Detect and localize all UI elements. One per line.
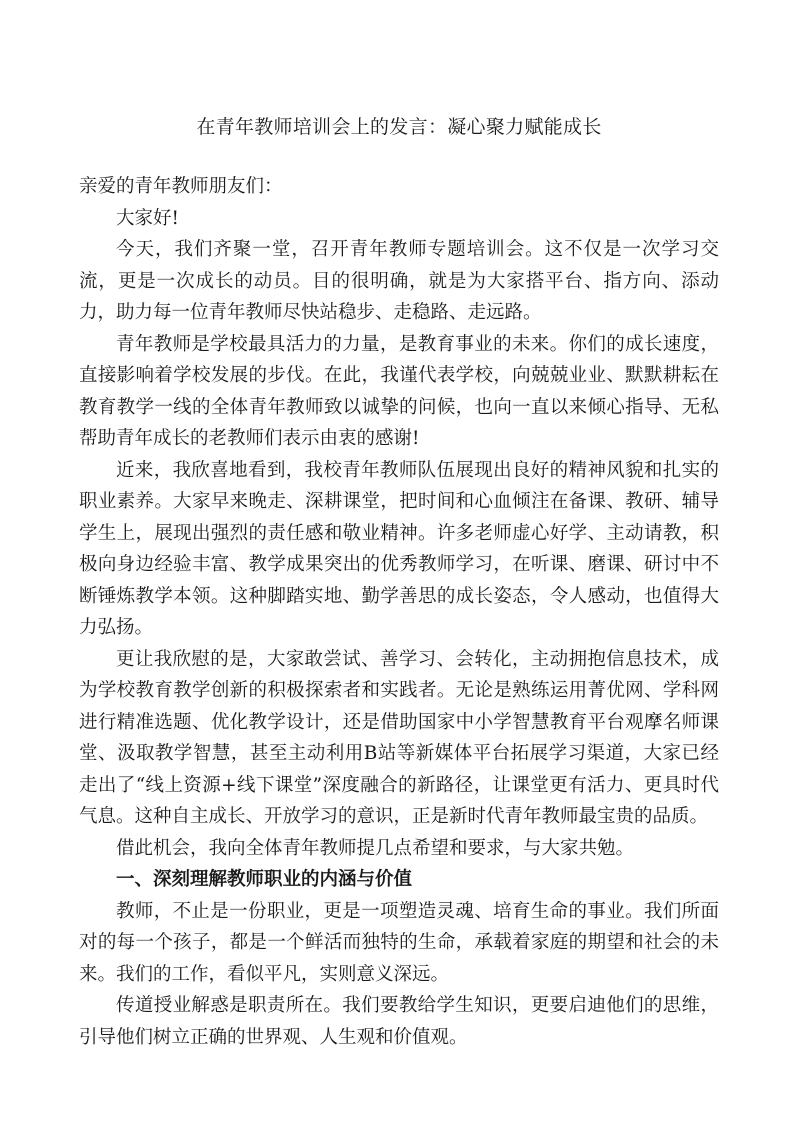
paragraph-young-teachers: 青年教师是学校最具活力的力量，是教育事业的未来。你们的成长速度，直接影响着学校发展的步伐。在此，我谨代表学校，向兢兢业业、默默耕耘在教育教学一线的全体青年教师致以诚挚的问候，也向一直以来倾心指导、无私帮助青年成长的老教师们表示由衷的感谢! <box>79 333 719 449</box>
document-page <box>79 0 719 1053</box>
paragraph-opening: 今天，我们齐聚一堂，召开青年教师专题培训会。这不仅是一次学习交流，更是一次成长的动员。目的很明确，就是为大家搭平台、指方向、添动力，助力每一位青年教师尽快站稳步、走稳路、走远路。 <box>79 239 719 323</box>
paragraph-teaching-duty: 传道授业解惑是职责所在。我们要教给学生知识，更要启迪他们的思维，引导他们树立正确的世界观、人生观和价值观。 <box>79 995 719 1048</box>
paragraph-information-technology: 更让我欣慰的是，大家敢尝试、善学习、会转化，主动拥抱信息技术，成为学校教育教学创新的积极探索者和实践者。无论是熟练运用菁优网、学科网进行精准选题、优化教学设计，还是借助国家中小学智慧教育平台观摩名师课堂、汲取教学智慧，甚至主动利用B站等新媒体平台拓展学习渠道，大家已经走出了“线上资源+线下课堂”深度融合的新路径，让课堂更有活力、更具时代气息。这种自主成长、开放学习的意识，正是新时代青年教师最宝贵的品质。 <box>79 648 719 827</box>
paragraph-expectations: 借此机会，我向全体青年教师提几点希望和要求，与大家共勉。 <box>116 837 635 859</box>
paragraph-recent-observations: 近来，我欣喜地看到，我校青年教师队伍展现出良好的精神风貌和扎实的职业素养。大家早来晚走、深耕课堂，把时间和心血倾注在备课、教研、辅导学生上，展现出强烈的责任感和敬业精神。许多老师虚心好学、主动请教，积极向身边经验丰富、教学成果突出的优秀教师学习，在听课、磨课、研讨中不断锤炼教学本领。这种脚踏实地、勤学善思的成长姿态，令人感动，也值得大力弘扬。 <box>79 459 719 638</box>
greeting: 大家好! <box>116 207 179 229</box>
document-title: 在青年教师培训会上的发言：凝心聚力赋能成长 <box>196 116 602 138</box>
section-heading: 一、深刻理解教师职业的内涵与价值 <box>116 869 413 890</box>
paragraph-teacher-profession: 教师，不止是一份职业，更是一项塑造灵魂、培育生命的事业。我们所面对的每一个孩子，都是一个鲜活而独特的生命，承载着家庭的期望和社会的未来。我们的工作，看似平凡，实则意义深远。 <box>79 900 719 985</box>
salutation: 亲爱的青年教师朋友们： <box>79 176 283 197</box>
